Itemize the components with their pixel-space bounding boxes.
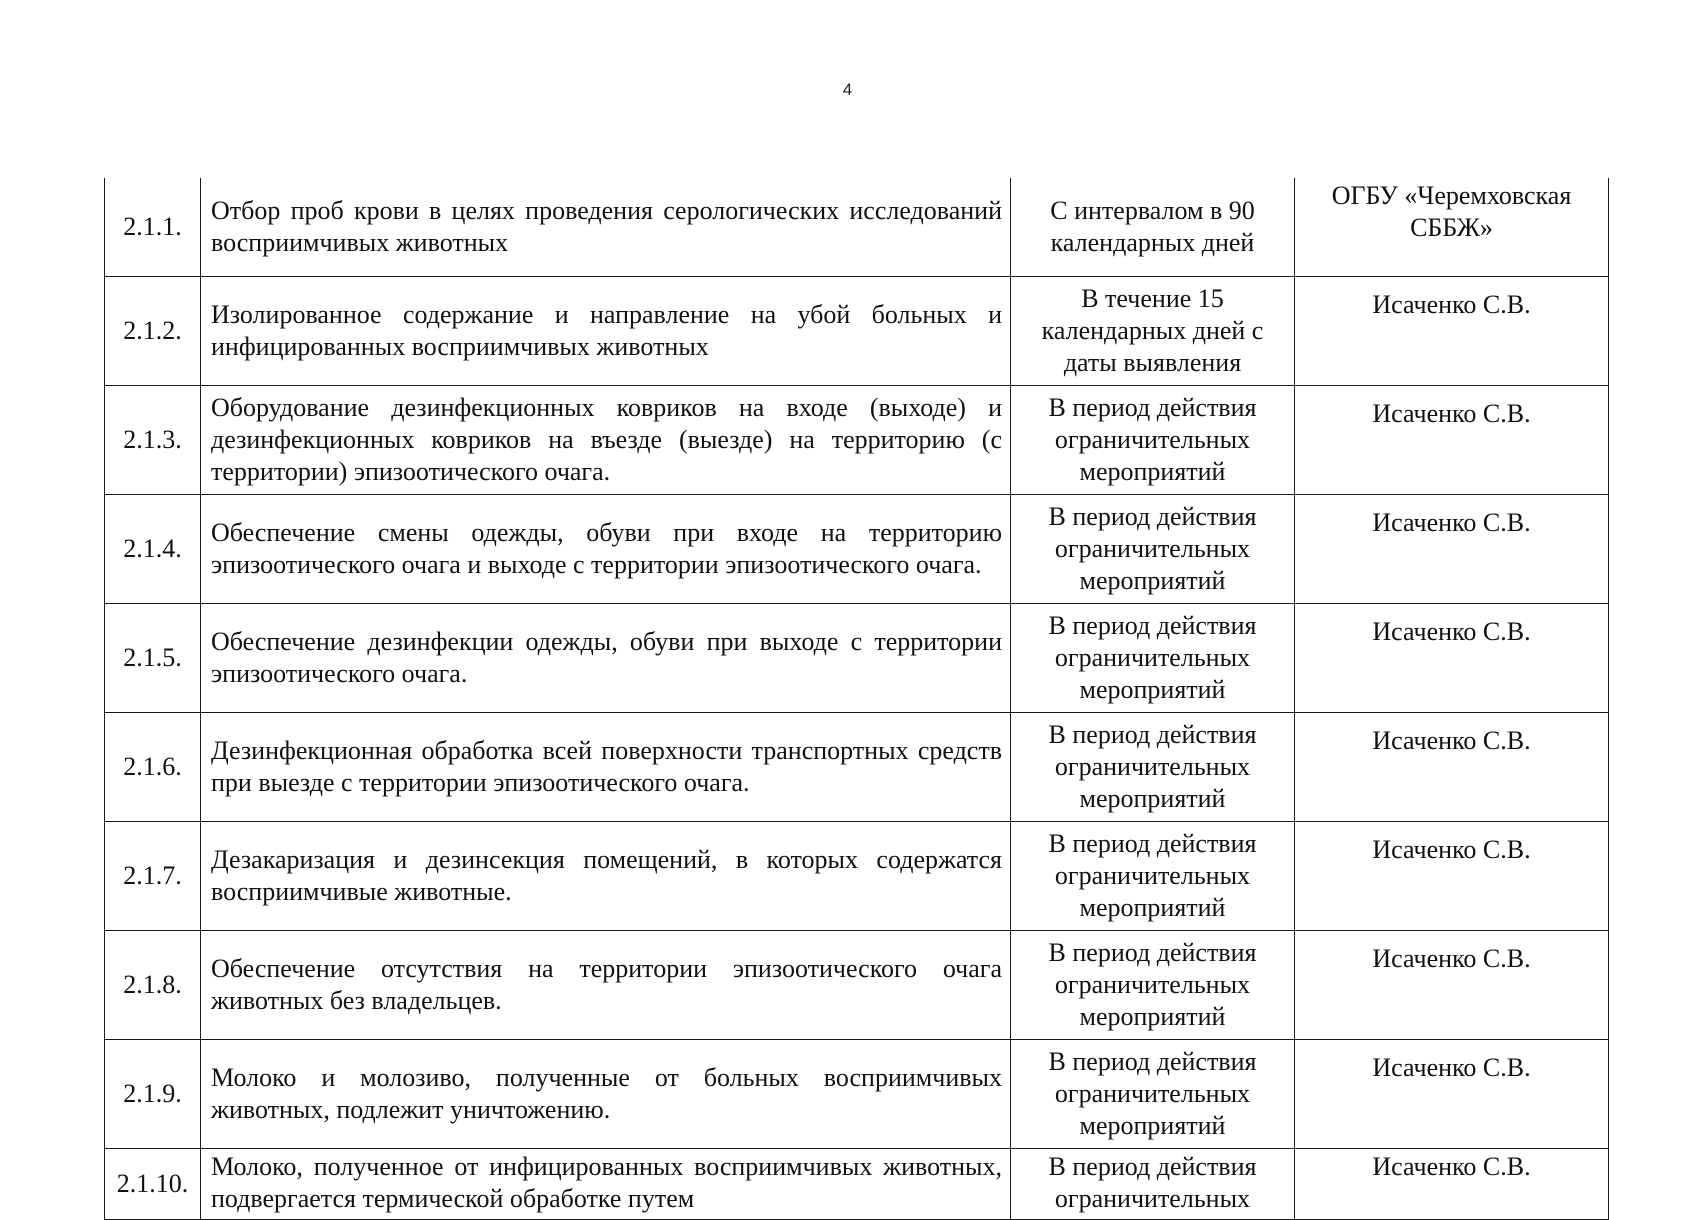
table-row bbox=[105, 713, 1609, 822]
measure-term: С интервалом в 90 календарных дней bbox=[1011, 178, 1295, 277]
measure-responsible: Исаченко С.В. bbox=[1295, 604, 1609, 713]
measure-responsible: Исаченко С.В. bbox=[1295, 495, 1609, 604]
item-number: 2.1.5. bbox=[105, 604, 201, 713]
measure-term: В период действия ограничительных мероприятий bbox=[1011, 822, 1295, 931]
measure-responsible: Исаченко С.В. bbox=[1295, 1040, 1609, 1149]
table-row bbox=[105, 277, 1609, 386]
item-number: 2.1.4. bbox=[105, 495, 201, 604]
measure-responsible: Исаченко С.В. bbox=[1295, 713, 1609, 822]
table-row bbox=[105, 822, 1609, 931]
measure-description: Обеспечение смены одежды, обуви при входе на территорию эпизоотического очага и выходе с территории эпизоотического очага. bbox=[201, 495, 1011, 604]
item-number: 2.1.3. bbox=[105, 386, 201, 495]
measure-description: Дезинфекционная обработка всей поверхности транспортных средств при выезде с территории эпизоотического очага. bbox=[201, 713, 1011, 822]
measure-description: Изолированное содержание и направление на убой больных и инфицированных восприимчивых животных bbox=[201, 277, 1011, 386]
measure-description: Обеспечение отсутствия на территории эпизоотического очага животных без владельцев. bbox=[201, 931, 1011, 1040]
measure-responsible: Исаченко С.В. bbox=[1295, 1149, 1609, 1220]
item-number: 2.1.8. bbox=[105, 931, 201, 1040]
measures-table bbox=[104, 178, 1609, 1220]
measure-description: Молоко, полученное от инфицированных восприимчивых животных, подвергается термической обработке путем bbox=[201, 1149, 1011, 1220]
table-row bbox=[105, 1149, 1609, 1220]
measure-term: В период действия ограничительных мероприятий bbox=[1011, 604, 1295, 713]
measure-term: В период действия ограничительных мероприятий bbox=[1011, 1040, 1295, 1149]
item-number: 2.1.2. bbox=[105, 277, 201, 386]
page-number: 4 bbox=[842, 80, 853, 99]
measure-description: Обеспечение дезинфекции одежды, обуви при выходе с территории эпизоотического очага. bbox=[201, 604, 1011, 713]
measure-description: Молоко и молозиво, полученные от больных восприимчивых животных, подлежит уничтожению. bbox=[201, 1040, 1011, 1149]
item-number: 2.1.7. bbox=[105, 822, 201, 931]
measure-term: В период действия ограничительных мероприятий bbox=[1011, 931, 1295, 1040]
measure-description: Отбор проб крови в целях проведения серологических исследований восприимчивых животных bbox=[201, 178, 1011, 277]
measure-term: В течение 15 календарных дней с даты выявления bbox=[1011, 277, 1295, 386]
table-row bbox=[105, 1040, 1609, 1149]
measure-term: В период действия ограничительных мероприятий bbox=[1011, 713, 1295, 822]
measure-responsible: Исаченко С.В. bbox=[1295, 277, 1609, 386]
item-number: 2.1.1. bbox=[105, 178, 201, 277]
measure-description: Дезакаризация и дезинсекция помещений, в которых содержатся восприимчивые животные. bbox=[201, 822, 1011, 931]
table-row bbox=[105, 495, 1609, 604]
measure-responsible: ОГБУ «Черемховская СББЖ» bbox=[1295, 178, 1609, 277]
measure-term: В период действия ограничительных bbox=[1011, 1149, 1295, 1220]
measure-term: В период действия ограничительных мероприятий bbox=[1011, 386, 1295, 495]
table-row bbox=[105, 931, 1609, 1040]
measure-responsible: Исаченко С.В. bbox=[1295, 822, 1609, 931]
measure-responsible: Исаченко С.В. bbox=[1295, 931, 1609, 1040]
table-row bbox=[105, 604, 1609, 713]
item-number: 2.1.9. bbox=[105, 1040, 201, 1149]
measure-responsible: Исаченко С.В. bbox=[1295, 386, 1609, 495]
table-row bbox=[105, 386, 1609, 495]
table-row bbox=[105, 178, 1609, 277]
item-number: 2.1.6. bbox=[105, 713, 201, 822]
item-number: 2.1.10. bbox=[105, 1149, 201, 1220]
measure-term: В период действия ограничительных мероприятий bbox=[1011, 495, 1295, 604]
measure-description: Оборудование дезинфекционных ковриков на входе (выходе) и дезинфекционных ковриков на въезде (выезде) на территорию (с территории) эпизоотического очага. bbox=[201, 386, 1011, 495]
